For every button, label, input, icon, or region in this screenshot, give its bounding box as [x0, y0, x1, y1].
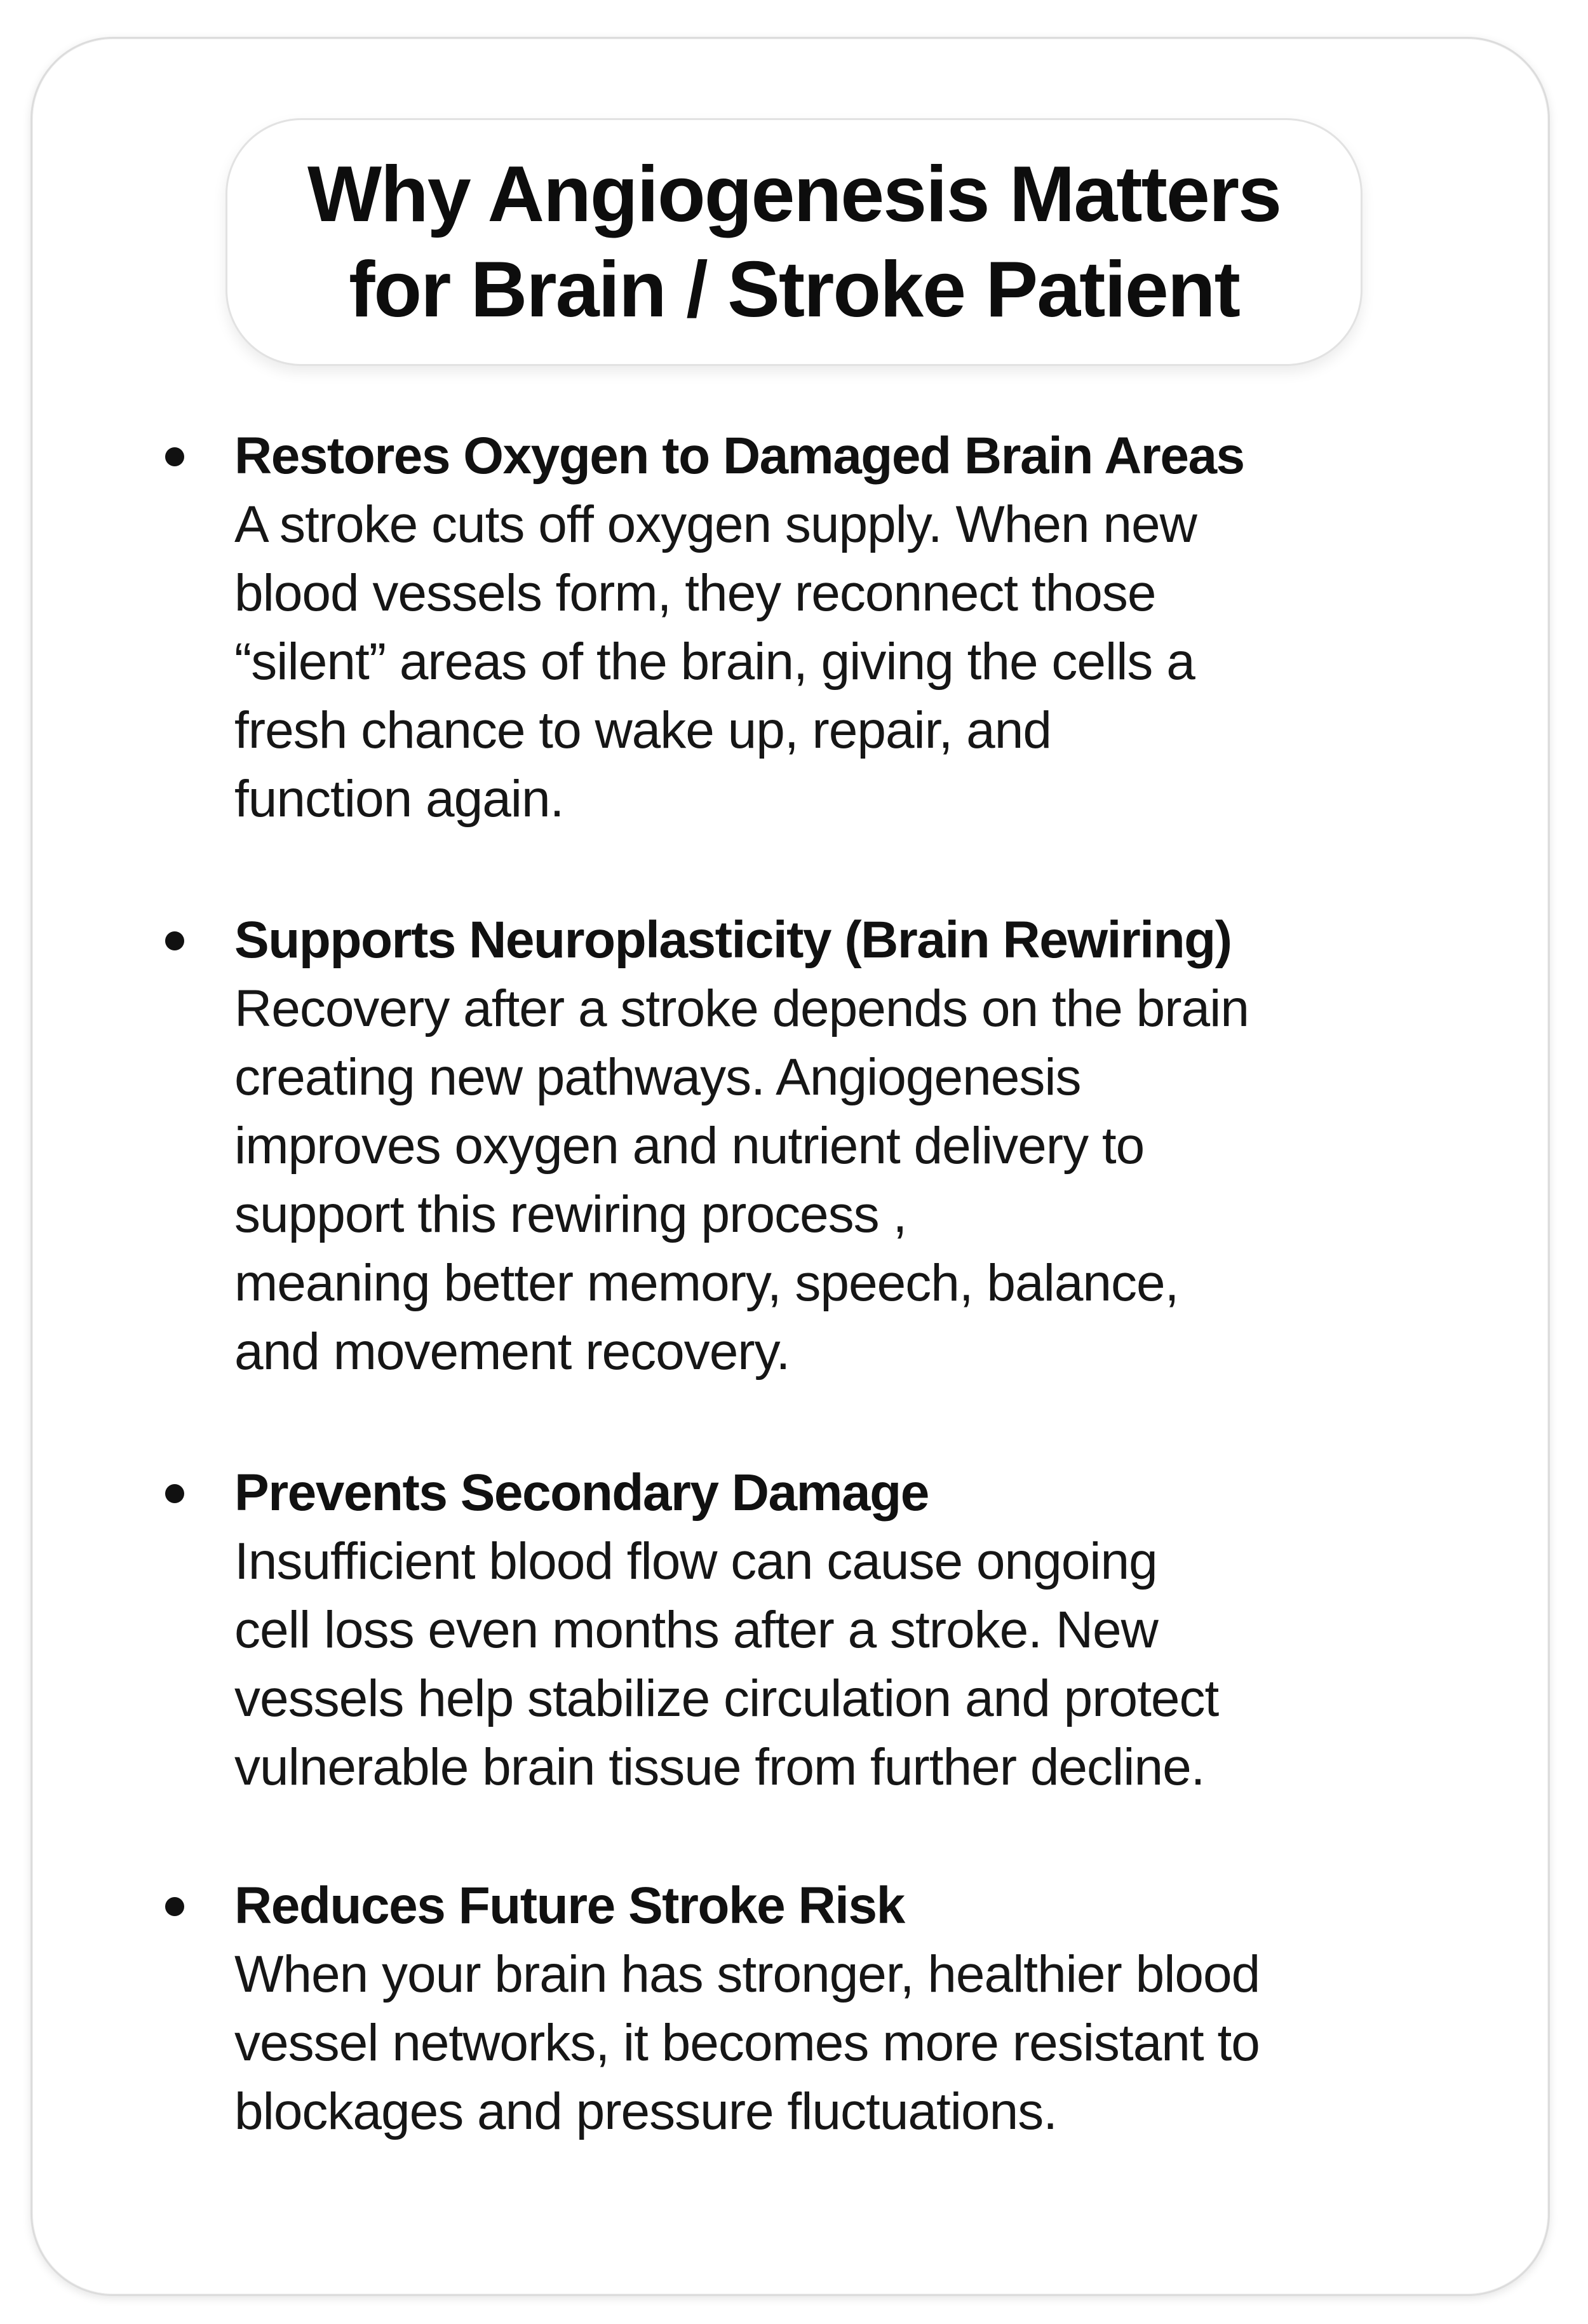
section-body-line: meaning better memory, speech, balance, [234, 1254, 1179, 1312]
section-body-line: fresh chance to wake up, repair, and [234, 701, 1051, 759]
section-body-line: vessels help stabilize circulation and protect [234, 1670, 1219, 1727]
bullet-icon [165, 1484, 184, 1503]
section-body-line: When your brain has stronger, healthier blood [234, 1945, 1260, 2003]
section-body-line: creating new pathways. Angiogenesis [234, 1048, 1081, 1106]
section-heading: Reduces Future Stroke Risk [234, 1877, 905, 1935]
section-body-line: Insufficient blood flow can cause ongoing [234, 1532, 1157, 1590]
bullet-icon [165, 931, 184, 950]
section-body-line: vulnerable brain tissue from further decline. [234, 1738, 1205, 1796]
section-body-line: blockages and pressure fluctuations. [234, 2083, 1058, 2140]
section-body-line: support this rewiring process , [234, 1186, 907, 1243]
section-heading: Prevents Secondary Damage [234, 1464, 929, 1522]
section-body-line: cell loss even months after a stroke. New [234, 1601, 1158, 1659]
section-body-line: Recovery after a stroke depends on the brain [234, 980, 1249, 1037]
bullet-icon [165, 447, 184, 466]
section-body-line: and movement recovery. [234, 1323, 790, 1381]
section-body-line: vessel networks, it becomes more resistant to [234, 2014, 1260, 2072]
section-body-line: blood vessels form, they reconnect those [234, 564, 1156, 622]
section-body-line: A stroke cuts off oxygen supply. When new [234, 496, 1197, 553]
section-body-line: “silent” areas of the brain, giving the cells a [234, 633, 1195, 691]
title-line-2: for Brain / Stroke Patient [349, 246, 1239, 334]
bullet-icon [165, 1897, 184, 1916]
section-heading: Supports Neuroplasticity (Brain Rewiring) [234, 911, 1232, 969]
section-heading: Restores Oxygen to Damaged Brain Areas [234, 427, 1244, 485]
title-banner [225, 118, 1363, 366]
section-body-line: improves oxygen and nutrient delivery to [234, 1117, 1145, 1175]
section-body-line: function again. [234, 770, 564, 828]
title-line-1: Why Angiogenesis Matters [307, 151, 1281, 238]
